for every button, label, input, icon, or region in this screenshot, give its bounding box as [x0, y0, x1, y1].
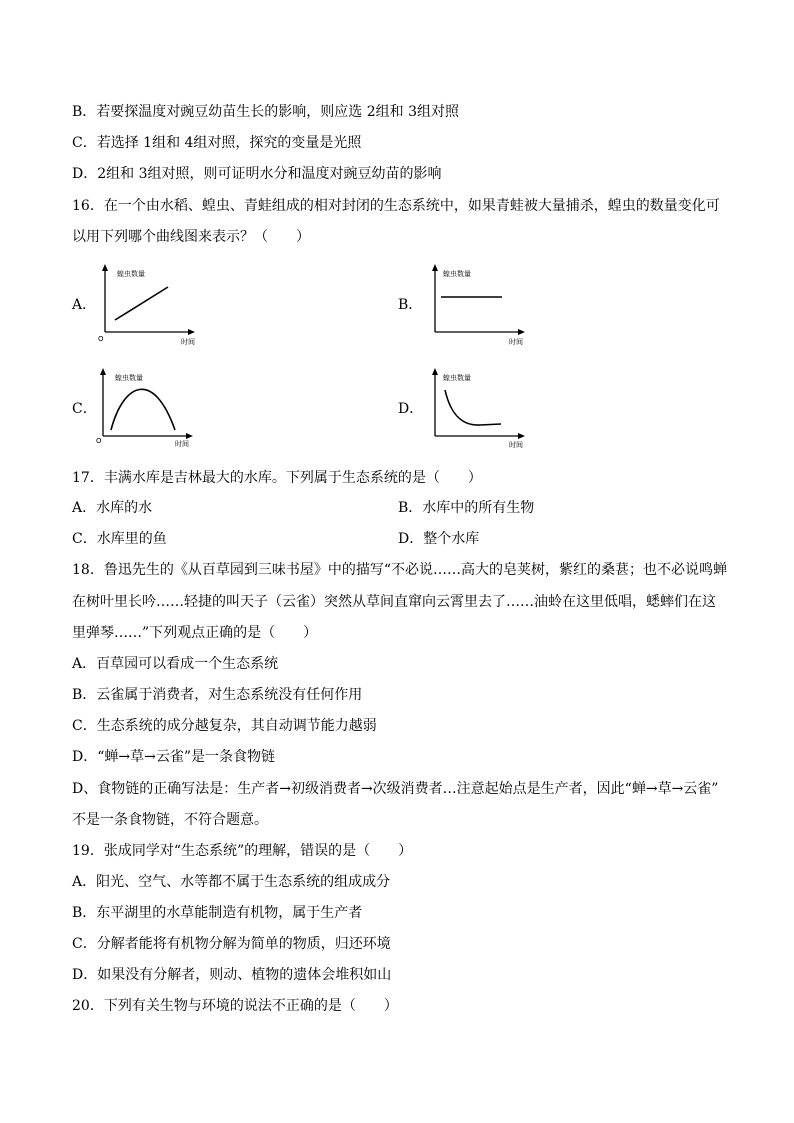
graph-a-origin: O — [98, 335, 104, 343]
q19-option-d: D．如果没有分解者，则动、植物的遗体会堆积如山 — [72, 967, 392, 983]
q19-option-b: B．东平湖里的水草能制造有机物，属于生产者 — [72, 905, 363, 921]
graph-a-curve — [115, 287, 168, 320]
graph-d-curve — [445, 390, 501, 425]
graph-a-ylabel: 蝗虫数量 — [117, 270, 145, 278]
graph-d — [425, 366, 525, 451]
q18-explanation-line2: 不是一条食物链，不符合题意。 — [72, 812, 268, 828]
q17-option-d: D．整个水库 — [398, 531, 480, 547]
question-16-line1: 16．在一个由水稻、蝗虫、青蛙组成的相对封闭的生态系统中，如果青蛙被大量捕杀，蝗虫的数量变化可 — [72, 198, 720, 214]
q17-option-c: C．水库里的鱼 — [72, 531, 167, 547]
graph-b-xlabel: 时间 — [509, 338, 523, 346]
q18-option-b: B．云雀属于消费者，对生态系统没有任何作用 — [72, 687, 363, 703]
option-b-text: B．若要探温度对豌豆幼苗生长的影响，则应选 2组和 3组对照 — [72, 104, 460, 120]
graph-b — [425, 262, 525, 347]
graph-a — [95, 262, 195, 347]
graph-c-curve — [111, 389, 175, 430]
option-c-text: C．若选择 1组和 4组对照，探究的变量是光照 — [72, 135, 362, 151]
graph-d-label: D． — [398, 401, 424, 417]
q17-option-b: B．水库中的所有生物 — [398, 500, 535, 516]
q18-explanation-line1: D、食物链的正确写法是：生产者→初级消费者→次级消费者…注意起始点是生产者，因此“蝉→草→云雀” — [72, 781, 719, 797]
option-d-text: D．2组和 3组对照，则可证明水分和温度对豌豆幼苗的影响 — [72, 166, 442, 182]
q17-option-a: A．水库的水 — [72, 500, 153, 516]
question-17: 17．丰满水库是吉林最大的水库。下列属于生态系统的是（ ） — [72, 470, 482, 486]
q18-option-d: D．“蝉→草→云雀”是一条食物链 — [72, 749, 275, 765]
question-18-line1: 18．鲁迅先生的《从百草园到三味书屋》中的描写“不必说……高大的皂荚树，紫红的桑葚；也不必说鸣蝉 — [72, 562, 727, 578]
q19-option-a: A．阳光、空气、水等都不属于生态系统的组成成分 — [72, 874, 391, 890]
graph-c — [93, 366, 193, 451]
graph-b-label: B． — [398, 297, 423, 313]
graph-a-xlabel: 时间 — [181, 338, 195, 346]
graph-c-xlabel: 时间 — [175, 440, 189, 448]
q19-option-c: C．分解者能将有机物分解为简单的物质，归还环境 — [72, 936, 391, 952]
q18-option-a: A．百草园可以看成一个生态系统 — [72, 656, 279, 672]
question-18-line3: 里弹琴……”下列观点正确的是（ ） — [72, 625, 318, 641]
question-19: 19．张成同学对“生态系统”的理解，错误的是（ ） — [72, 843, 413, 859]
graph-c-origin: O — [96, 437, 102, 445]
q18-option-c: C．生态系统的成分越复杂，其自动调节能力越弱 — [72, 718, 377, 734]
question-16-line2: 以用下列哪个曲线图来表示？（ ） — [72, 229, 310, 245]
graph-c-ylabel: 蝗虫数量 — [115, 374, 143, 382]
graph-a-label: A． — [72, 297, 97, 313]
graph-b-ylabel: 蝗虫数量 — [443, 270, 471, 278]
question-18-line2: 在树叶里长吟……轻捷的叫天子（云雀）突然从草间直窜向云霄里去了……油蛉在这里低唱，蟋蟀们在这 — [72, 594, 716, 610]
graph-d-ylabel: 蝗虫数量 — [443, 374, 471, 382]
graph-d-xlabel: 时间 — [509, 441, 523, 449]
graph-c-label: C． — [72, 401, 97, 417]
question-20: 20．下列有关生物与环境的说法不正确的是（ ） — [72, 998, 398, 1014]
